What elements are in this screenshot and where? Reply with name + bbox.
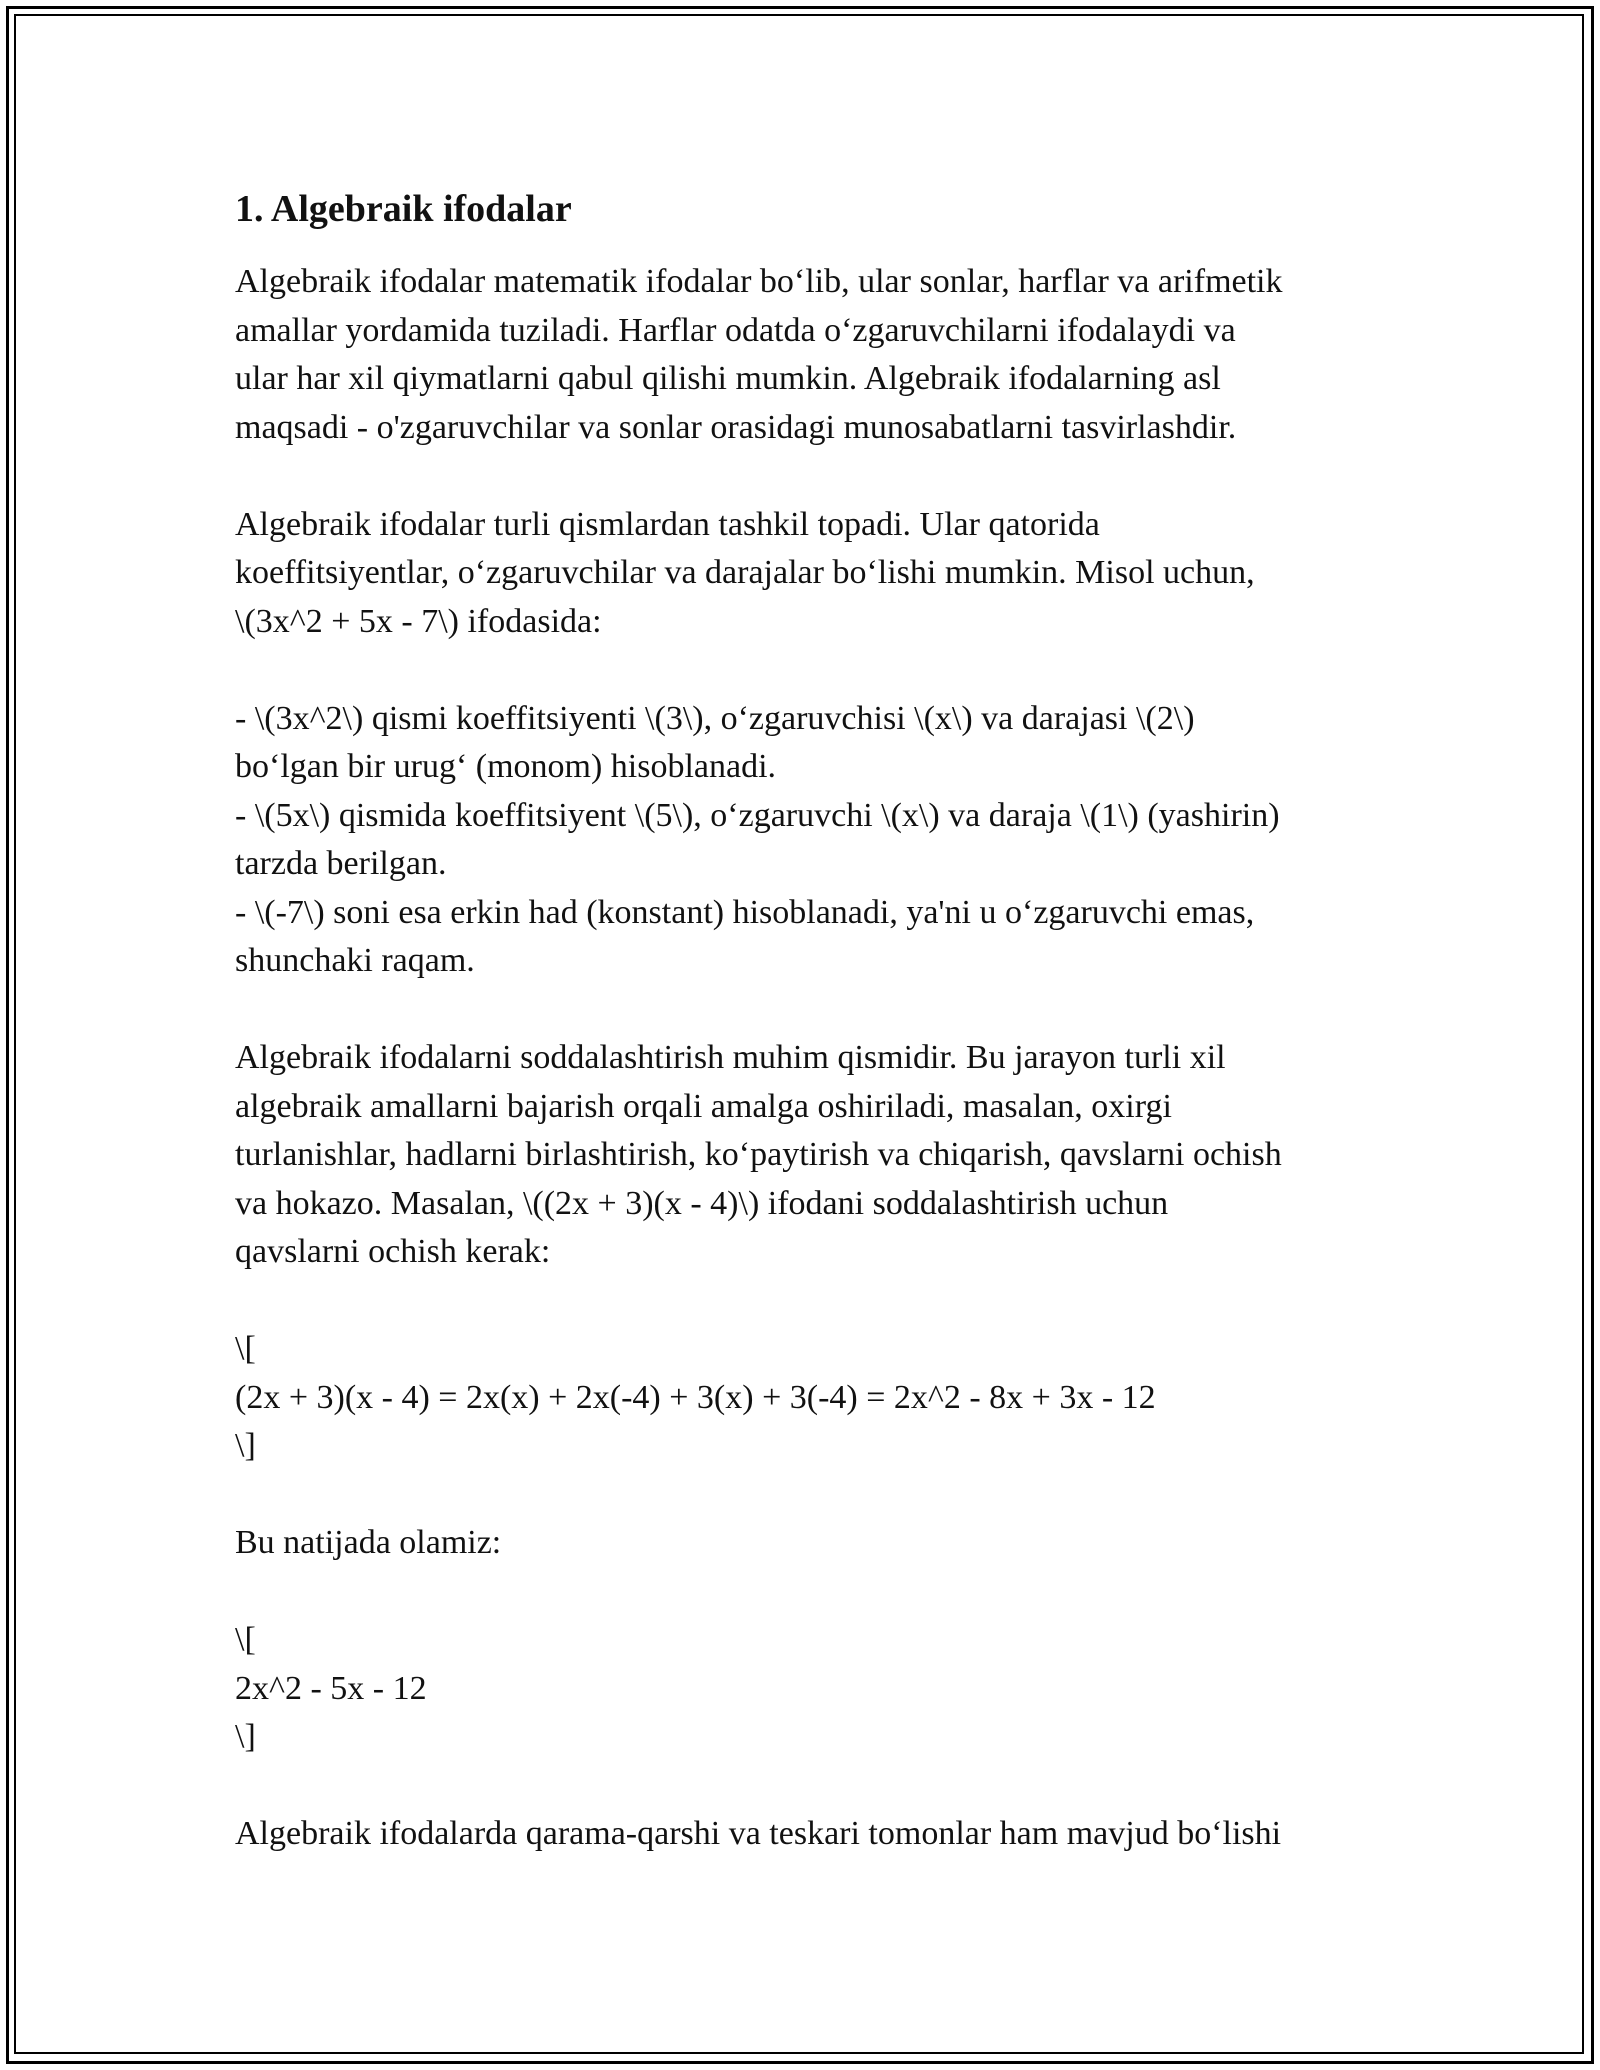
text-line: ular har xil qiymatlarni qabul qilishi mumkin. Algebraik ifodalarning asl (235, 360, 1221, 397)
document-body (235, 186, 1375, 1859)
paragraph-closing (235, 1810, 1375, 1859)
text-line: \(3x^2 + 5x - 7\) ifodasida: (235, 602, 602, 640)
text-line: va hokazo. Masalan, \((2x + 3)(x - 4)\) ifodani soddalashtirish uchun (235, 1184, 1169, 1222)
paragraph-gap (235, 646, 1375, 695)
text-line: Algebraik ifodalar turli qismlardan tashkil topadi. Ular qatorida (235, 505, 1100, 543)
equation-expansion (235, 1325, 1375, 1471)
paragraph-intro (235, 258, 1375, 452)
text-line: algebraik amallarni bajarish orqali amalga oshiriladi, masalan, oxirgi (235, 1087, 1172, 1125)
math-delimiter-close: \] (235, 1718, 256, 1755)
paragraph-result (235, 1519, 1375, 1568)
text-line: qavslarni ochish kerak: (235, 1233, 551, 1270)
text-line: bo‘lgan bir urug‘ (monom) hisoblanadi. (235, 748, 777, 785)
paragraph-gap (235, 1277, 1375, 1326)
text-line: Algebraik ifodalarda qarama-qarshi va teskari tomonlar ham mavjud bo‘lishi (235, 1815, 1282, 1852)
text-line: turlanishlar, hadlarni birlashtirish, ko‘paytirish va chiqarish, qavslarni ochish (235, 1136, 1282, 1173)
math-delimiter-open: \[ (235, 1621, 256, 1658)
list-item: - \(-7\) soni esa erkin had (konstant) hisoblanadi, ya'ni u o‘zgaruvchi emas, (235, 893, 1255, 931)
paragraph-parts (235, 501, 1375, 647)
term-list (235, 695, 1375, 986)
equation-result (235, 1616, 1375, 1762)
text-line: Algebraik ifodalarni soddalashtirish muhim qismidir. Bu jarayon turli xil (235, 1039, 1226, 1076)
equation-line: (2x + 3)(x - 4) = 2x(x) + 2x(-4) + 3(x) + 3(-4) = 2x^2 - 8x + 3x - 12 (235, 1378, 1156, 1416)
text-line: Algebraik ifodalar matematik ifodalar bo‘lib, ular sonlar, harflar va arifmetik (235, 263, 1283, 300)
paragraph-gap (235, 986, 1375, 1035)
text-line: amallar yordamida tuziladi. Harflar odatda o‘zgaruvchilarni ifodalaydi va (235, 311, 1236, 349)
text-line: Bu natijada olamiz: (235, 1524, 502, 1561)
text-line: maqsadi - o'zgaruvchilar va sonlar orasidagi munosabatlarni tasvirlashdir. (235, 408, 1237, 446)
math-delimiter-open: \[ (235, 1330, 256, 1367)
paragraph-gap (235, 1762, 1375, 1811)
paragraph-gap (235, 452, 1375, 501)
list-item: - \(5x\) qismida koeffitsiyent \(5\), o‘zgaruvchi \(x\) va daraja \(1\) (yashirin) (235, 796, 1280, 834)
section-heading: 1. Algebraik ifodalar (235, 188, 572, 230)
paragraph-gap (235, 1568, 1375, 1617)
text-line: shunchaki raqam. (235, 942, 475, 979)
text-line: koeffitsiyentlar, o‘zgaruvchilar va darajalar bo‘lishi mumkin. Misol uchun, (235, 554, 1255, 591)
math-delimiter-close: \] (235, 1427, 256, 1464)
equation-line: 2x^2 - 5x - 12 (235, 1669, 427, 1707)
text-line: tarzda berilgan. (235, 845, 447, 882)
paragraph-gap (235, 1471, 1375, 1520)
paragraph-simplify (235, 1034, 1375, 1277)
list-item: - \(3x^2\) qismi koeffitsiyenti \(3\), o‘zgaruvchisi \(x\) va darajasi \(2\) (235, 699, 1195, 737)
